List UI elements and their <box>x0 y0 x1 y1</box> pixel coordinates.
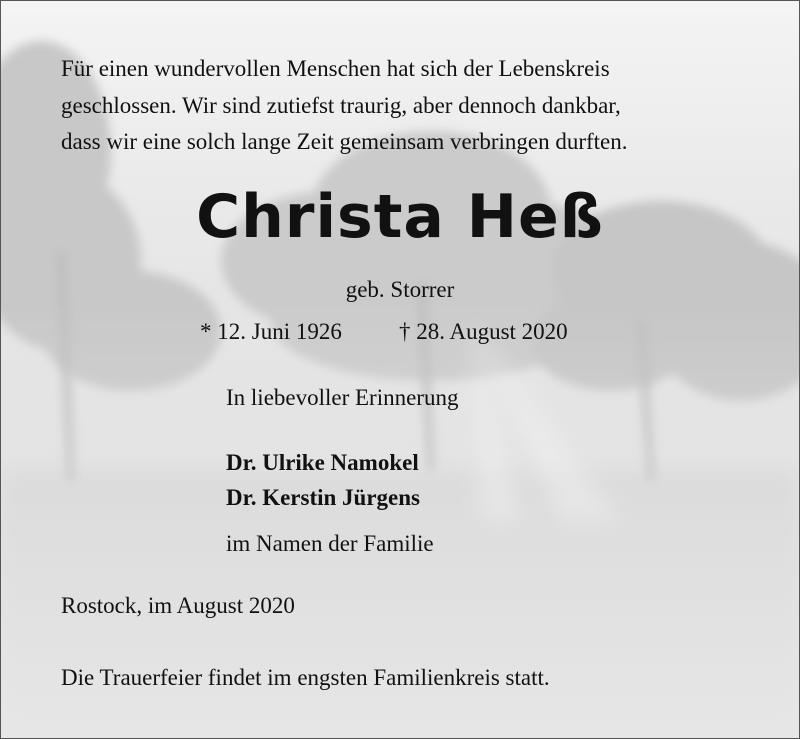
notice-content <box>1 1 799 738</box>
birth-date: * 12. Juni 1926 <box>200 319 342 344</box>
intro-line: Für einen wundervollen Menschen hat sich der Lebenskreis <box>61 56 610 81</box>
funeral-note: Die Trauerfeier findet im engsten Familienkreis statt. <box>61 665 550 690</box>
family-line: im Namen der Familie <box>226 531 434 556</box>
mourner-name: Dr. Kerstin Jürgens <box>226 485 421 510</box>
place-date: Rostock, im August 2020 <box>61 593 295 618</box>
memory-line: In liebevoller Erinnerung <box>226 385 459 410</box>
mourner-name: Dr. Ulrike Namokel <box>226 450 419 475</box>
death-date: † 28. August 2020 <box>399 319 568 344</box>
intro-text <box>61 51 628 161</box>
birth-name: geb. Storrer <box>345 277 455 302</box>
intro-line: dass wir eine solch lange Zeit gemeinsam verbringen durften. <box>61 129 628 154</box>
intro-line: geschlossen. Wir sind zutiefst traurig, aber dennoch dankbar, <box>61 92 621 118</box>
deceased-name: Christa Heß <box>196 182 604 252</box>
